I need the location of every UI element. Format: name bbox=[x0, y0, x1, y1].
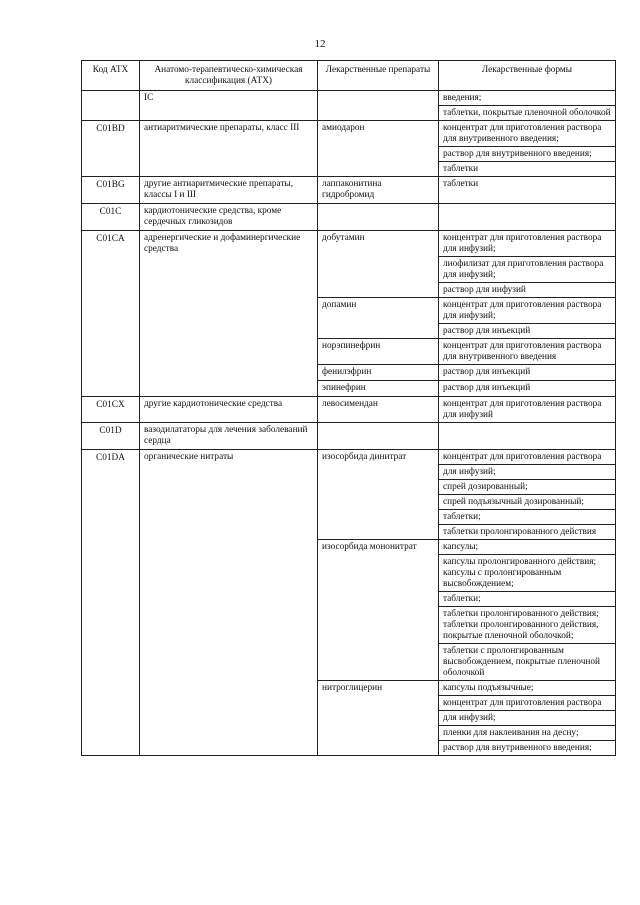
dosage-form-item: введения; bbox=[443, 93, 482, 103]
dosage-forms-cell bbox=[439, 339, 616, 365]
atc-class-cell: другие антиаритмические препараты, классы I и III bbox=[140, 177, 318, 204]
dosage-form-item: концентрат для приготовления раствора для внутривенного введения bbox=[443, 341, 602, 362]
dosage-form-item: спрей подъязычный дозированный; bbox=[439, 494, 615, 509]
atc-drug-table bbox=[81, 60, 616, 756]
dosage-form-item: таблетки; bbox=[439, 591, 615, 606]
dosage-form-item: таблетки, покрытые пленочной оболочкой bbox=[439, 105, 615, 120]
dosage-forms-cell bbox=[439, 298, 616, 339]
table-row bbox=[82, 91, 616, 121]
drug-name-cell: лаппаконитина гидробромид bbox=[318, 177, 439, 204]
atc-code-cell bbox=[82, 91, 140, 121]
atc-code-cell: C01CX bbox=[82, 397, 140, 423]
atc-class-cell: органические нитраты bbox=[140, 450, 318, 756]
dosage-form-item: таблетки с пролонгированным высвобождением, покрытые пленочной оболочкой bbox=[439, 643, 615, 680]
header-code: Код АТХ bbox=[82, 61, 140, 91]
drug-name-cell: изосорбида динитрат bbox=[318, 450, 439, 540]
dosage-form-item: капсулы подъязычные; bbox=[443, 683, 534, 693]
drug-name-cell: эпинефрин bbox=[318, 381, 439, 397]
dosage-form-item: концентрат для приготовления раствора для инфузий; bbox=[443, 300, 602, 321]
dosage-form-item: раствор для инъекций bbox=[443, 367, 531, 377]
dosage-form-item: концентрат для приготовления раствора для внутривенного введения; bbox=[443, 123, 602, 144]
drug-name-cell: левосимендан bbox=[318, 397, 439, 423]
atc-code-cell: C01CA bbox=[82, 231, 140, 397]
header-atc-class: Анатомо-терапевтическо-химическая классификация (АТХ) bbox=[140, 61, 318, 91]
dosage-forms-cell bbox=[439, 365, 616, 381]
dosage-forms-cell bbox=[439, 423, 616, 450]
dosage-forms-cell bbox=[439, 540, 616, 681]
drug-name-cell: допамин bbox=[318, 298, 439, 339]
dosage-form-item: лиофилизат для приготовления раствора для инфузий; bbox=[439, 256, 615, 282]
drug-name-cell: добутамин bbox=[318, 231, 439, 298]
drug-name-cell: амиодарон bbox=[318, 121, 439, 177]
page-number: 12 bbox=[314, 38, 326, 50]
drug-name-cell: норэпинефрин bbox=[318, 339, 439, 365]
dosage-form-item: раствор для инъекций bbox=[439, 323, 615, 338]
atc-code-cell: C01BG bbox=[82, 177, 140, 204]
atc-code-cell: C01C bbox=[82, 204, 140, 231]
drug-name-cell bbox=[318, 204, 439, 231]
dosage-form-item: таблетки пролонгированного действия bbox=[439, 524, 615, 539]
dosage-forms-cell bbox=[439, 381, 616, 397]
dosage-form-item: раствор для инъекций bbox=[443, 383, 531, 393]
table-row bbox=[82, 450, 616, 540]
atc-class-cell: кардиотонические средства, кроме сердечных гликозидов bbox=[140, 204, 318, 231]
header-drugs: Лекарственные препараты bbox=[318, 61, 439, 91]
dosage-form-item: капсулы пролонгированного действия; капсулы с пролонгированным высвобождением; bbox=[439, 554, 615, 591]
dosage-forms-cell bbox=[439, 121, 616, 177]
dosage-form-item bbox=[439, 423, 615, 437]
drug-name-cell bbox=[318, 423, 439, 450]
table-row bbox=[82, 397, 616, 423]
dosage-forms-cell bbox=[439, 450, 616, 540]
drug-name-cell bbox=[318, 91, 439, 121]
dosage-forms-cell bbox=[439, 204, 616, 231]
atc-class-cell: другие кардиотонические средства bbox=[140, 397, 318, 423]
dosage-form-item: спрей дозированный; bbox=[439, 479, 615, 494]
dosage-forms-cell bbox=[439, 91, 616, 121]
dosage-form-item: раствор для внутривенного введения; bbox=[439, 146, 615, 161]
atc-class-cell: антиаритмические препараты, класс III bbox=[140, 121, 318, 177]
dosage-forms-cell bbox=[439, 231, 616, 298]
drug-name-cell: изосорбида мононитрат bbox=[318, 540, 439, 681]
atc-class-cell: IC bbox=[140, 91, 318, 121]
dosage-forms-cell bbox=[439, 397, 616, 423]
table-row bbox=[82, 231, 616, 298]
table-row bbox=[82, 177, 616, 204]
dosage-form-item: таблетки; bbox=[439, 509, 615, 524]
atc-class-cell: адренергические и дофаминергические средства bbox=[140, 231, 318, 397]
dosage-forms-cell bbox=[439, 177, 616, 204]
dosage-form-item: раствор для внутривенного введения; bbox=[439, 740, 615, 755]
table-row bbox=[82, 204, 616, 231]
atc-code-cell: C01BD bbox=[82, 121, 140, 177]
dosage-form-item: концентрат для приготовления раствора для инфузий bbox=[443, 399, 602, 420]
table-row bbox=[82, 121, 616, 177]
dosage-form-item: раствор для инфузий bbox=[439, 282, 615, 297]
dosage-forms-cell bbox=[439, 681, 616, 756]
dosage-form-item: таблетки пролонгированного действия; таблетки пролонгированного действия, покрытые пленочной оболочкой; bbox=[439, 606, 615, 643]
atc-code-cell: C01DA bbox=[82, 450, 140, 756]
drug-name-cell: нитроглицерин bbox=[318, 681, 439, 756]
dosage-form-item: концентрат для приготовления раствора bbox=[443, 452, 602, 462]
dosage-form-item: пленки для наклеивания на десну; bbox=[439, 725, 615, 740]
drug-name-cell: фенилэфрин bbox=[318, 365, 439, 381]
dosage-form-item: для инфузий; bbox=[439, 710, 615, 725]
atc-code-cell: C01D bbox=[82, 423, 140, 450]
dosage-form-item bbox=[439, 204, 615, 218]
table-body bbox=[82, 91, 616, 756]
table-row bbox=[82, 423, 616, 450]
dosage-form-item: концентрат для приготовления раствора для инфузий; bbox=[443, 233, 602, 254]
header-forms: Лекарственные формы bbox=[439, 61, 616, 91]
dosage-form-item: таблетки bbox=[439, 161, 615, 176]
dosage-form-item: капсулы; bbox=[443, 542, 479, 552]
table-header-row bbox=[82, 61, 616, 91]
dosage-form-item: для инфузий; bbox=[439, 464, 615, 479]
dosage-form-item: концентрат для приготовления раствора bbox=[439, 695, 615, 710]
dosage-form-item: таблетки bbox=[443, 179, 479, 189]
atc-class-cell: вазодилататоры для лечения заболеваний сердца bbox=[140, 423, 318, 450]
